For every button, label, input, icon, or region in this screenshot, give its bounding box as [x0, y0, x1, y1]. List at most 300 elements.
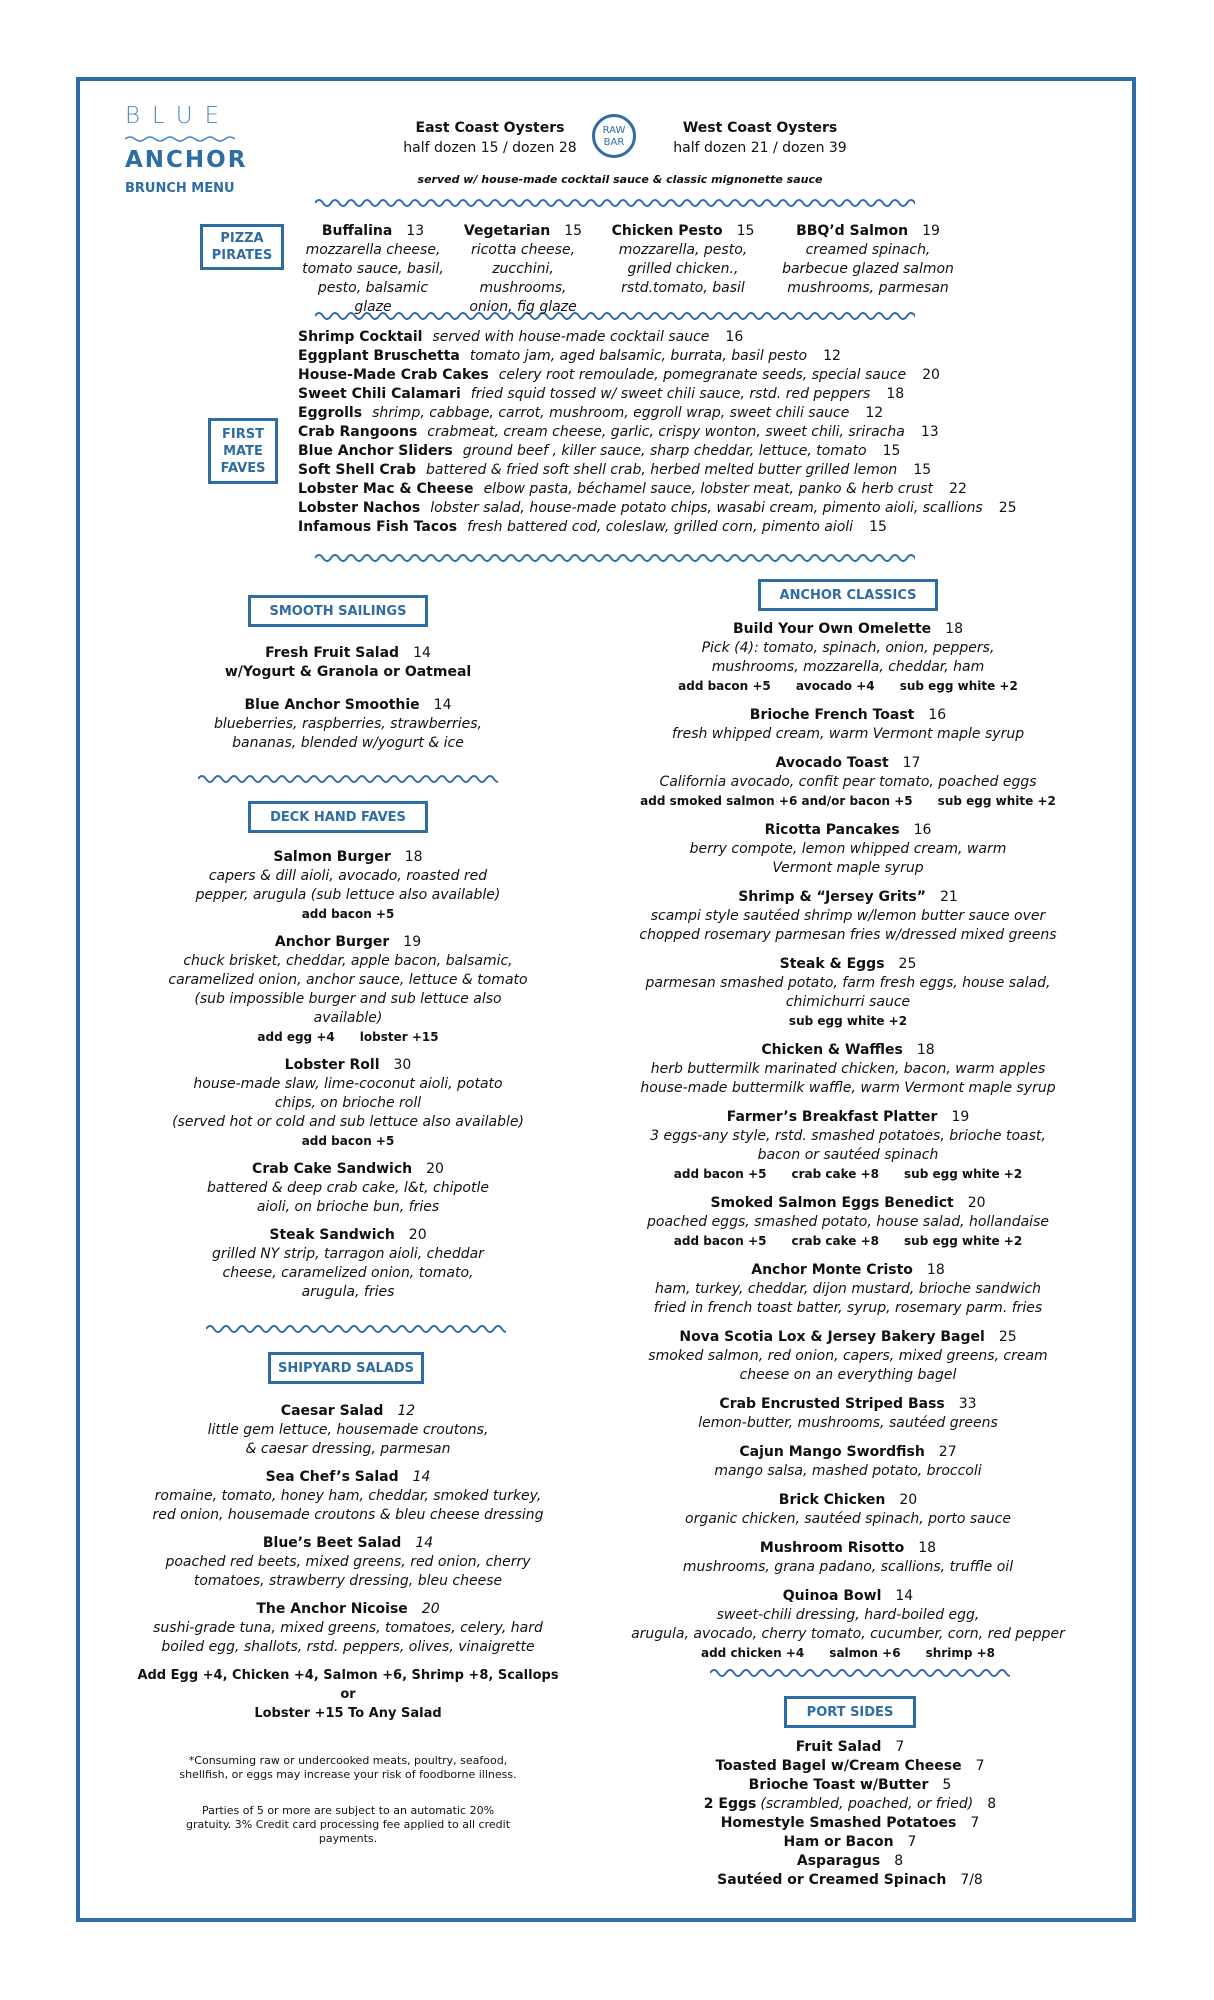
- menu-item-desc: lemon-butter, mushrooms, sautéed greens: [698, 1415, 998, 1431]
- pizza-item-desc: ricotta cheese,: [470, 242, 576, 258]
- appetizer-price: 20: [922, 367, 940, 383]
- menu-item-price: 16: [928, 707, 947, 723]
- appetizer-desc: crabmeat, cream cheese, garlic, crispy wonton, sweet chili, sriracha: [427, 424, 905, 440]
- menu-item-desc: little gem lettuce, housemade croutons,: [207, 1422, 489, 1438]
- side-item: [650, 1776, 1050, 1795]
- menu-item: [628, 888, 1068, 945]
- menu-item-price: 18: [926, 1262, 945, 1278]
- appetizer-row: [298, 385, 1017, 404]
- menu-item-desc: scampi style sautéed shrimp w/lemon butter sauce over: [650, 908, 1046, 924]
- gratuity-line1: Parties of 5 or more are subject to an automatic 20%: [201, 1804, 495, 1817]
- menu-item: [628, 1539, 1068, 1577]
- appetizer-price: 15: [882, 443, 901, 459]
- pizza-item: [448, 222, 598, 317]
- menu-item-name: Build Your Own Omelette: [732, 621, 932, 637]
- menu-item-desc: poached eggs, smashed potato, house salad, hollandaise: [647, 1214, 1049, 1230]
- menu-item-desc: cheese, caramelized onion, tomato,: [222, 1265, 474, 1281]
- menu-item-name: Sea Chef’s Salad: [265, 1469, 399, 1485]
- menu-item: [628, 754, 1068, 811]
- side-item: [650, 1738, 1050, 1757]
- salad-addon-line: Lobster +15 To Any Salad: [254, 1706, 442, 1721]
- menu-item-desc: organic chicken, sautéed spinach, porto sauce: [685, 1511, 1011, 1527]
- menu-item-heading: [628, 1194, 1068, 1213]
- menu-item-price: 12: [397, 1403, 416, 1419]
- side-item-price: 7: [895, 1739, 905, 1755]
- menu-item-heading: [628, 620, 1068, 639]
- salad-addons: [130, 1666, 566, 1723]
- pizza-item-desc: grilled chicken.,: [627, 261, 739, 277]
- menu-item-name: Brioche French Toast: [749, 707, 915, 723]
- menu-item-addon: add bacon +5: [301, 1134, 395, 1148]
- menu-item-name: Quinoa Bowl: [782, 1588, 882, 1604]
- pizza-item-desc: zucchini, mushrooms,: [479, 261, 567, 296]
- side-item-price: 8: [987, 1796, 997, 1812]
- menu-item-price: 30: [393, 1057, 412, 1073]
- side-item: [650, 1814, 1050, 1833]
- menu-item: [130, 1600, 566, 1657]
- menu-item-price: 17: [902, 755, 921, 771]
- appetizer-row: [298, 442, 1017, 461]
- pizza-item-desc: onion, fig glaze: [469, 299, 577, 315]
- side-item-name: Fruit Salad: [795, 1739, 882, 1755]
- side-item-note: (scrambled, poached, or fried): [760, 1796, 974, 1812]
- menu-item-heading: [628, 1261, 1068, 1280]
- pizza-item-desc: mozzarella cheese,: [305, 242, 441, 258]
- menu-item-desc: chuck brisket, cheddar, apple bacon, balsamic,: [183, 953, 513, 969]
- raw-bar-badge-line2: BAR: [603, 137, 625, 148]
- pizza-item-desc: tomato sauce, basil,: [302, 261, 444, 277]
- menu-item-heading: [150, 933, 546, 952]
- pizza-item: [608, 222, 758, 298]
- menu-item-desc: fried in french toast batter, syrup, rosemary parm. fries: [653, 1300, 1043, 1316]
- appetizer-row: [298, 499, 1017, 518]
- pizza-pirates-badge: [200, 224, 284, 270]
- menu-item-heading: [628, 706, 1068, 725]
- shipyard-list: [130, 1402, 566, 1723]
- menu-item-price: 20: [421, 1601, 440, 1617]
- menu-item-heading: [160, 696, 536, 715]
- menu-item: [628, 1587, 1068, 1663]
- menu-item: [628, 1395, 1068, 1433]
- east-title: East Coast Oysters: [415, 120, 565, 136]
- anchor-classics-header: ANCHOR CLASSICS: [758, 579, 938, 611]
- appetizer-name: Lobster Mac & Cheese: [298, 481, 474, 497]
- menu-item-desc: mushrooms, grana padano, scallions, truffle oil: [682, 1559, 1014, 1575]
- menu-item-heading: [628, 955, 1068, 974]
- menu-item: [150, 1226, 546, 1302]
- menu-item-price: 27: [938, 1444, 957, 1460]
- menu-item: [150, 1160, 546, 1217]
- menu-item: [628, 1194, 1068, 1251]
- pizza-item-name: Chicken Pesto: [611, 223, 723, 239]
- menu-item: [628, 1328, 1068, 1385]
- menu-item-price: 20: [899, 1492, 918, 1508]
- menu-item-heading: [160, 644, 536, 663]
- menu-item-desc: battered & deep crab cake, l&t, chipotle: [207, 1180, 489, 1196]
- menu-item-heading: [150, 1226, 546, 1245]
- salad-addon-line: Add Egg +4, Chicken +4, Salmon +6, Shrimp +8, Scallops or: [137, 1668, 559, 1702]
- first-mate-badge-line1: FIRST: [222, 426, 264, 442]
- menu-item-addon: add bacon +5 crab cake +8 sub egg white +2: [673, 1167, 1023, 1181]
- menu-item-desc: chimichurri sauce: [785, 994, 911, 1010]
- menu-item-addon: add smoked salmon +6 and/or bacon +5 sub egg white +2: [640, 794, 1056, 808]
- side-item-price: 7: [907, 1834, 917, 1850]
- appetizer-row: [298, 366, 1017, 385]
- side-item-name: Toasted Bagel w/Cream Cheese: [715, 1758, 962, 1774]
- appetizer-desc: served with house-made cocktail sauce: [432, 329, 710, 345]
- menu-item-desc: Pick (4): tomato, spinach, onion, peppers,: [701, 640, 995, 656]
- side-item-price: 7: [975, 1758, 985, 1774]
- logo-line1: BLUE: [125, 103, 232, 129]
- raw-bar-note: served w/ house-made cocktail sauce & classic mignonette sauce: [417, 173, 823, 186]
- menu-item-price: 20: [967, 1195, 986, 1211]
- side-item-price: 8: [894, 1853, 904, 1869]
- pizza-item-heading: [608, 222, 758, 241]
- first-mate-badge-line2: MATE: [223, 443, 263, 459]
- menu-item-desc: sweet-chili dressing, hard-boiled egg,: [716, 1607, 980, 1623]
- appetizer-name: Infamous Fish Tacos: [298, 519, 458, 535]
- appetizer-row: [298, 423, 1017, 442]
- menu-item-desc: boiled egg, shallots, rstd. peppers, olives, vinaigrette: [161, 1639, 535, 1655]
- menu-item-desc: & caesar dressing, parmesan: [245, 1441, 451, 1457]
- pizza-item-desc: creamed spinach,: [805, 242, 931, 258]
- pizza-item-desc: mozzarella, pesto,: [618, 242, 748, 258]
- appetizer-price: 15: [869, 519, 887, 535]
- menu-item: [628, 1443, 1068, 1481]
- first-mate-badge-line3: FAVES: [220, 460, 266, 476]
- menu-item: [628, 1041, 1068, 1098]
- appetizer-row: [298, 328, 1017, 347]
- menu-item-price: 21: [939, 889, 958, 905]
- menu-item-price: 25: [998, 1329, 1017, 1345]
- logo-line2: ANCHOR: [125, 147, 248, 173]
- menu-item-name: Anchor Monte Cristo: [751, 1262, 913, 1278]
- appetizer-name: Sweet Chili Calamari: [298, 386, 461, 402]
- menu-item-heading: [150, 1056, 546, 1075]
- menu-item-desc: poached red beets, mixed greens, red onion, cherry: [165, 1554, 531, 1570]
- smooth-sailings-header: SMOOTH SAILINGS: [248, 595, 428, 627]
- menu-item-desc: arugula, avocado, cherry tomato, cucumber, corn, red pepper: [631, 1626, 1065, 1642]
- menu-item-name: Salmon Burger: [273, 849, 391, 865]
- menu-item-price: 18: [404, 849, 423, 865]
- menu-item-price: 20: [408, 1227, 427, 1243]
- menu-item-desc: smoked salmon, red onion, capers, mixed greens, cream: [648, 1348, 1048, 1364]
- menu-item-name: Cajun Mango Swordfish: [739, 1444, 925, 1460]
- menu-item: [150, 848, 546, 924]
- menu-item-desc: bananas, blended w/yogurt & ice: [232, 735, 464, 751]
- appetizer-row: [298, 480, 1017, 499]
- menu-item-desc: capers & dill aioli, avocado, roasted red: [208, 868, 488, 884]
- side-item: [650, 1852, 1050, 1871]
- side-item-price: 7: [970, 1815, 980, 1831]
- menu-item-desc: berry compote, lemon whipped cream, warm: [689, 841, 1007, 857]
- side-item-price: 7/8: [960, 1872, 983, 1888]
- pizza-item-price: 15: [736, 223, 755, 239]
- pizza-badge-line2: PIRATES: [211, 248, 273, 263]
- menu-item-heading: [130, 1402, 566, 1421]
- wave-divider-icon: [198, 772, 498, 786]
- menu-item-heading: [628, 1395, 1068, 1414]
- wave-divider-icon: [315, 196, 915, 210]
- appetizer-price: 12: [823, 348, 841, 364]
- menu-item-name: Farmer’s Breakfast Platter: [726, 1109, 938, 1125]
- pizza-badge-line1: PIZZA: [220, 231, 264, 246]
- menu-item-heading: [628, 1539, 1068, 1558]
- menu-item-desc: California avocado, confit pear tomato, poached eggs: [659, 774, 1037, 790]
- menu-item-name: Blue Anchor Smoothie: [244, 697, 420, 713]
- menu-item-desc: tomatoes, strawberry dressing, bleu cheese: [193, 1573, 503, 1589]
- appetizer-desc: ground beef , killer sauce, sharp cheddar, lettuce, tomato: [462, 443, 867, 459]
- side-item-name: Ham or Bacon: [783, 1834, 894, 1850]
- shipyard-header: SHIPYARD SALADS: [268, 1352, 424, 1384]
- menu-item-price: 20: [426, 1161, 444, 1177]
- menu-item-desc: cheese on an everything bagel: [739, 1367, 957, 1383]
- menu-item-desc: ham, turkey, cheddar, dijon mustard, brioche sandwich: [654, 1281, 1042, 1297]
- menu-item-name: Smoked Salmon Eggs Benedict: [710, 1195, 954, 1211]
- side-item: [650, 1795, 1050, 1814]
- menu-item-price: 18: [918, 1540, 937, 1556]
- appetizer-name: Eggrolls: [298, 405, 363, 421]
- pizza-item-desc: barbecue glazed salmon: [782, 261, 954, 277]
- menu-item-name: Steak Sandwich: [269, 1227, 395, 1243]
- menu-item: [628, 1491, 1068, 1529]
- menu-item-desc: pepper, arugula (sub lettuce also available): [195, 887, 501, 903]
- menu-item-desc: blueberries, raspberries, strawberries,: [213, 716, 483, 732]
- appetizer-row: [298, 347, 1017, 366]
- menu-item: [150, 1056, 546, 1151]
- pizza-item-heading: [768, 222, 968, 241]
- west-price: half dozen 21 / dozen 39: [673, 140, 847, 156]
- appetizer-name: House-Made Crab Cakes: [298, 367, 489, 383]
- warning-line1: *Consuming raw or undercooked meats, poultry, seafood,: [188, 1754, 508, 1767]
- appetizer-desc: tomato jam, aged balsamic, burrata, basil pesto: [469, 348, 808, 364]
- menu-item-name: Ricotta Pancakes: [764, 822, 900, 838]
- menu-item-price: 16: [913, 822, 932, 838]
- menu-item-price: 14: [895, 1588, 914, 1604]
- menu-item-desc: chips, on brioche roll: [274, 1095, 422, 1111]
- menu-item-name: Avocado Toast: [775, 755, 889, 771]
- pizza-item-price: 13: [406, 223, 425, 239]
- menu-item-addon: sub egg white +2: [788, 1014, 908, 1028]
- menu-item-price: 14: [415, 1535, 434, 1551]
- menu-item-price: 19: [951, 1109, 970, 1125]
- menu-item-addon: add egg +4 lobster +15: [257, 1030, 439, 1044]
- menu-item-desc: parmesan smashed potato, farm fresh eggs, house salad,: [645, 975, 1051, 991]
- appetizer-desc: lobster salad, house-made potato chips, wasabi cream, pimento aioli, scallions: [430, 500, 983, 516]
- menu-item: [628, 821, 1068, 878]
- menu-item-subname: w/Yogurt & Granola or Oatmeal: [224, 664, 472, 680]
- appetizer-name: Crab Rangoons: [298, 424, 418, 440]
- raw-bar-badge: [592, 114, 636, 158]
- side-item-name: Asparagus: [796, 1853, 881, 1869]
- appetizer-price: 25: [998, 500, 1017, 516]
- menu-item-name: Nova Scotia Lox & Jersey Bakery Bagel: [679, 1329, 985, 1345]
- menu-item-desc: caramelized onion, anchor sauce, lettuce & tomato: [168, 972, 528, 988]
- appetizer-desc: elbow pasta, béchamel sauce, lobster meat, panko & herb crust: [483, 481, 934, 497]
- port-sides-header: PORT SIDES: [784, 1696, 916, 1728]
- appetizer-desc: battered & fried soft shell crab, herbed melted butter grilled lemon: [426, 462, 898, 478]
- menu-item-addon: add bacon +5: [301, 907, 395, 921]
- menu-item-desc: grilled NY strip, tarragon aioli, cheddar: [212, 1246, 484, 1262]
- logo: [125, 103, 248, 196]
- pizza-item-desc: rstd.tomato, basil: [621, 280, 745, 296]
- menu-item-name: Chicken & Waffles: [761, 1042, 903, 1058]
- west-coast-oysters: [650, 118, 870, 158]
- pizza-item-heading: [298, 222, 448, 241]
- appetizer-desc: fried squid tossed w/ sweet chili sauce, rstd. red peppers: [470, 386, 871, 402]
- pizza-item-heading: [448, 222, 598, 241]
- menu-item-desc: chopped rosemary parmesan fries w/dressed mixed greens: [639, 927, 1057, 943]
- menu-item-desc: (sub impossible burger and sub lettuce also: [194, 991, 502, 1007]
- menu-item: [150, 933, 546, 1047]
- east-price: half dozen 15 / dozen 28: [403, 140, 577, 156]
- menu-item-addon: add bacon +5 avocado +4 sub egg white +2: [678, 679, 1018, 693]
- appetizer-row: [298, 461, 1017, 480]
- pizza-item-price: 19: [922, 223, 940, 239]
- menu-item-name: Caesar Salad: [280, 1403, 384, 1419]
- appetizer-row: [298, 404, 1017, 423]
- deck-hand-header: DECK HAND FAVES: [248, 801, 428, 833]
- wave-divider-icon: [206, 1322, 506, 1336]
- menu-item-price: 33: [958, 1396, 977, 1412]
- pizza-item-desc: mushrooms, parmesan: [787, 280, 949, 296]
- menu-item-heading: [150, 1160, 546, 1179]
- menu-item-desc: fresh whipped cream, warm Vermont maple syrup: [671, 726, 1025, 742]
- menu-item-name: Anchor Burger: [274, 934, 390, 950]
- smooth-sailings-list: [160, 644, 536, 767]
- menu-item-desc: Vermont maple syrup: [772, 860, 924, 876]
- appetizer-row: [298, 518, 1017, 537]
- menu-item-name: Brick Chicken: [778, 1492, 886, 1508]
- menu-item: [628, 706, 1068, 744]
- appetizer-desc: celery root remoulade, pomegranate seeds, special sauce: [498, 367, 907, 383]
- menu-item-name: Fresh Fruit Salad: [265, 645, 400, 661]
- menu-item: [628, 955, 1068, 1031]
- menu-item-addon: add chicken +4 salmon +6 shrimp +8: [700, 1646, 995, 1660]
- gratuity-line3: payments.: [318, 1832, 378, 1845]
- menu-item-heading: [150, 848, 546, 867]
- menu-item-price: 18: [916, 1042, 935, 1058]
- menu-item-heading: [130, 1534, 566, 1553]
- pizza-item-price: 15: [564, 223, 583, 239]
- pizza-item: [298, 222, 448, 317]
- raw-bar-badge-line1: RAW: [602, 125, 626, 136]
- appetizer-price: 16: [725, 329, 744, 345]
- first-mate-faves-badge: [208, 418, 278, 484]
- menu-item-name: Blue’s Beet Salad: [262, 1535, 402, 1551]
- menu-item-name: Crab Cake Sandwich: [252, 1161, 413, 1177]
- menu-item-heading: [628, 1587, 1068, 1606]
- appetizer-name: Soft Shell Crab: [298, 462, 417, 478]
- menu-item-heading: [628, 1328, 1068, 1347]
- menu-item-name: Shrimp & “Jersey Grits”: [738, 889, 926, 905]
- appetizer-price: 13: [920, 424, 939, 440]
- deck-hand-list: [150, 848, 546, 1311]
- menu-item-desc: house-made buttermilk waffle, warm Vermont maple syrup: [640, 1080, 1056, 1096]
- appetizer-price: 12: [865, 405, 884, 421]
- menu-item-addon: add bacon +5 crab cake +8 sub egg white +2: [673, 1234, 1023, 1248]
- brunch-menu-label: BRUNCH MENU: [125, 181, 235, 196]
- logo-wave-icon: [125, 135, 235, 143]
- first-mate-list: [298, 328, 1017, 537]
- appetizer-name: Eggplant Bruschetta: [298, 348, 460, 364]
- pizza-item-name: BBQ’d Salmon: [796, 223, 909, 239]
- appetizer-price: 22: [949, 481, 967, 497]
- menu-item-heading: [130, 1600, 566, 1619]
- gratuity-note: [178, 1804, 518, 1846]
- menu-item-heading: [628, 1443, 1068, 1462]
- menu-item-price: 25: [898, 956, 917, 972]
- menu-item-price: 18: [945, 621, 963, 637]
- menu-item-name: Crab Encrusted Striped Bass: [719, 1396, 945, 1412]
- pizza-item-name: Vegetarian: [463, 223, 551, 239]
- appetizer-price: 15: [913, 462, 932, 478]
- port-sides-list: [650, 1738, 1050, 1890]
- menu-item-desc: available): [313, 1010, 383, 1026]
- side-item-name: Sautéed or Creamed Spinach: [717, 1872, 947, 1888]
- menu-item-price: 14: [412, 1469, 431, 1485]
- pizza-item: [768, 222, 968, 298]
- menu-item: [628, 620, 1068, 696]
- menu-item-heading: [628, 1491, 1068, 1510]
- menu-item-desc: bacon or sautéed spinach: [757, 1147, 939, 1163]
- menu-item-heading: [130, 1468, 566, 1487]
- menu-item-name: Lobster Roll: [284, 1057, 380, 1073]
- side-item-name: Homestyle Smashed Potatoes: [720, 1815, 957, 1831]
- menu-item-desc: house-made slaw, lime-coconut aioli, potato: [193, 1076, 503, 1092]
- west-title: West Coast Oysters: [682, 120, 838, 136]
- side-item-name: Brioche Toast w/Butter: [748, 1777, 929, 1793]
- menu-item: [130, 1534, 566, 1591]
- menu-item-price: 19: [403, 934, 422, 950]
- menu-item-heading: [628, 1108, 1068, 1127]
- appetizer-price: 18: [886, 386, 905, 402]
- side-item: [650, 1871, 1050, 1890]
- menu-item-heading: [628, 888, 1068, 907]
- side-item-price: 5: [942, 1777, 952, 1793]
- side-item: [650, 1757, 1050, 1776]
- appetizer-desc: fresh battered cod, coleslaw, grilled corn, pimento aioli: [467, 519, 854, 535]
- side-item-name: 2 Eggs: [703, 1796, 757, 1812]
- menu-item-desc: 3 eggs-any style, rstd. smashed potatoes, brioche toast,: [650, 1128, 1046, 1144]
- menu-item-desc: herb buttermilk marinated chicken, bacon, warm apples: [650, 1061, 1046, 1077]
- menu-item-desc: red onion, housemade croutons & bleu cheese dressing: [152, 1507, 544, 1523]
- appetizer-desc: shrimp, cabbage, carrot, mushroom, eggroll wrap, sweet chili sauce: [372, 405, 850, 421]
- menu-item: [130, 1402, 566, 1459]
- menu-item: [628, 1261, 1068, 1318]
- menu-item-desc: romaine, tomato, honey ham, cheddar, smoked turkey,: [154, 1488, 542, 1504]
- warning-line2: shellfish, or eggs may increase your risk of foodborne illness.: [179, 1768, 517, 1781]
- menu-item-desc: (served hot or cold and sub lettuce also available): [172, 1114, 524, 1130]
- menu-item-desc: aioli, on brioche bun, fries: [256, 1199, 440, 1215]
- east-coast-oysters: [390, 118, 590, 158]
- menu-item: [628, 1108, 1068, 1184]
- raw-warning: [178, 1754, 518, 1782]
- appetizer-name: Blue Anchor Sliders: [298, 443, 453, 459]
- side-item: [650, 1833, 1050, 1852]
- menu-item-heading: [628, 1041, 1068, 1060]
- anchor-classics-list: [628, 620, 1068, 1673]
- menu-item-name: Mushroom Risotto: [759, 1540, 905, 1556]
- menu-item-desc: mango salsa, mashed potato, broccoli: [714, 1463, 982, 1479]
- menu-item-heading: [628, 821, 1068, 840]
- menu-item-desc: mushrooms, mozzarella, cheddar, ham: [711, 659, 985, 675]
- menu-item: [160, 696, 536, 753]
- menu-item-price: 14: [413, 645, 431, 661]
- menu-item: [130, 1468, 566, 1525]
- appetizer-name: Lobster Nachos: [298, 500, 421, 516]
- menu-item: [160, 644, 536, 682]
